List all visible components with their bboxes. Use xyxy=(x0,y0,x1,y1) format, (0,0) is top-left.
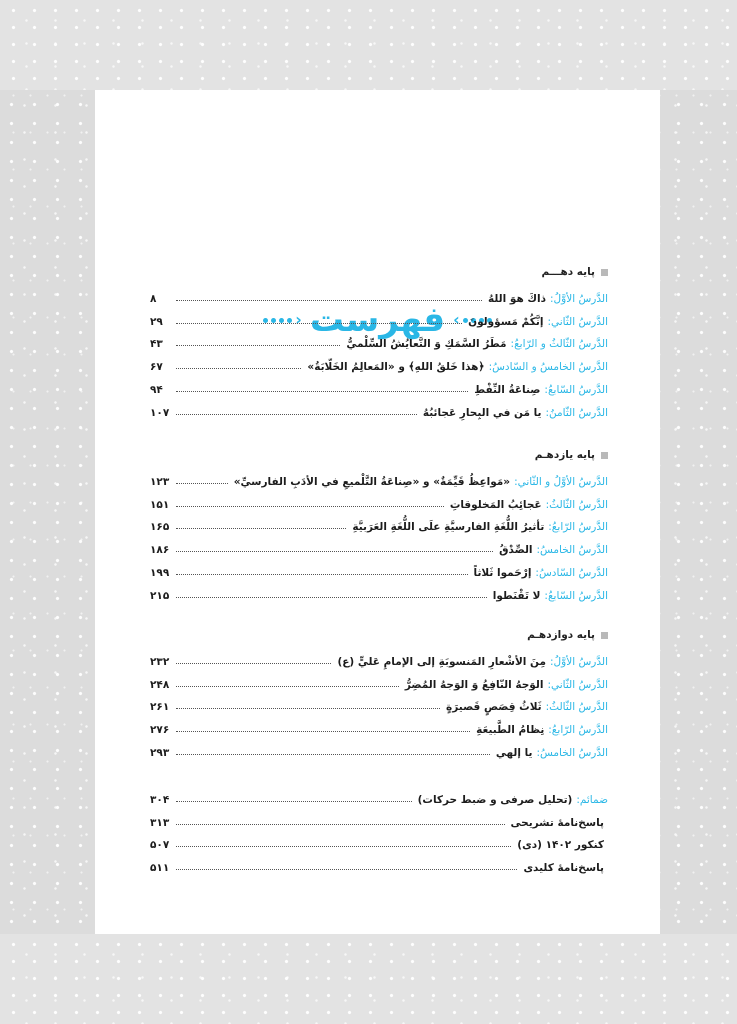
lesson-label: الدَّرسُ الرّابعُ: xyxy=(548,521,608,534)
lesson-label: الدَّرسُ الأوَّلُ و الثّاني: xyxy=(514,475,608,488)
lesson-topic: الصِّدْقُ xyxy=(499,544,533,557)
section-heading: پایه دهـــم xyxy=(150,262,608,282)
toc-entry[interactable] xyxy=(150,713,608,736)
dot-leader xyxy=(176,390,468,392)
page-title: فهرست xyxy=(309,300,446,340)
toc-entry[interactable] xyxy=(150,668,608,691)
dot-leader xyxy=(176,823,505,825)
dot-leader xyxy=(176,413,417,415)
toc-entry[interactable] xyxy=(150,533,608,556)
lesson-label: الدَّرسُ الأوَّلُ: xyxy=(550,292,608,305)
dot-leader xyxy=(176,344,340,346)
dot-leader xyxy=(176,868,517,870)
dot-leader xyxy=(176,367,301,369)
chevron-right-icon: › xyxy=(295,310,302,329)
page-number: ۶۷ xyxy=(150,361,163,374)
toc-entry[interactable] xyxy=(150,691,608,714)
lesson-label: الدَّرسُ الأوَّلُ: xyxy=(550,655,608,668)
section-grade-12 xyxy=(150,625,608,759)
section-grade-10 xyxy=(150,262,608,419)
lesson-topic: لا تَقْنَطوا xyxy=(492,589,541,602)
lesson-label: ضمائم: xyxy=(576,793,608,806)
page-number: ۱۰۷ xyxy=(150,406,170,419)
toc-entry[interactable] xyxy=(150,851,608,874)
page-number: ۳۱۳ xyxy=(150,816,170,829)
section-appendix xyxy=(150,783,608,874)
toc-entry[interactable] xyxy=(150,305,608,328)
toc-entry[interactable] xyxy=(150,328,608,351)
page-number: ۱۸۶ xyxy=(150,544,170,557)
lesson-label: الدَّرسُ الثّاني: xyxy=(547,678,608,691)
page-number: ۹۴ xyxy=(150,383,163,396)
dot-leader xyxy=(176,299,482,301)
lesson-label: الدَّرسُ الثّالثُ: xyxy=(545,498,608,511)
lesson-topic: إنَّكُمْ مَسؤولونَ xyxy=(468,315,544,328)
lesson-topic: ذاكَ هوَ اللهُ xyxy=(488,292,546,305)
lesson-topic: إرْحَموا ثَلاثاً xyxy=(473,566,532,579)
lesson-topic: مَطَرُ السَّمَكِ وَ التَّعايُشُ السِّلْميُّ xyxy=(346,338,507,351)
lesson-topic: الوَجهُ النّافِعُ وَ الوَجهُ المُضِرُّ xyxy=(404,678,544,691)
dot-leader xyxy=(176,322,462,324)
dot-leader xyxy=(176,753,490,755)
lesson-topic: (تحلیل صرفی و ضبط حرکات) xyxy=(417,793,573,806)
lesson-topic: پاسخ‌نامهٔ تشریحی xyxy=(510,816,604,829)
toc-entry[interactable] xyxy=(150,465,608,488)
lesson-topic: تأثيرُ اللُّغَةِ الفارسيَّةِ علَى اللُّغَةِ العَرَبيَّةِ xyxy=(352,521,545,534)
page-number: ۲۷۶ xyxy=(150,724,170,737)
page-number: ۵۰۷ xyxy=(150,839,170,852)
dot-leader xyxy=(176,527,346,529)
dot-leader xyxy=(176,482,228,484)
top-pattern-band xyxy=(0,0,737,90)
dot-leader xyxy=(176,550,493,552)
lesson-topic: مِنَ الأشْعارِ المَنسوبَةِ إلى الإمامِ عَليٍّ (ع) xyxy=(337,655,546,668)
dot-leader xyxy=(176,707,440,709)
dot-leader xyxy=(176,662,331,664)
page-paper xyxy=(95,90,660,934)
toc-entry[interactable] xyxy=(150,829,608,852)
toc-entry[interactable] xyxy=(150,396,608,419)
lesson-label: الدَّرسُ الخامسُ: xyxy=(536,544,608,557)
dot-leader xyxy=(176,685,399,687)
dot-leader xyxy=(176,800,412,802)
lesson-label: الدَّرسُ الرّابعُ: xyxy=(548,724,608,737)
toc-entry[interactable] xyxy=(150,783,608,806)
lesson-label: الدَّرسُ الثّامنُ: xyxy=(545,406,608,419)
section-heading: پایه یازدهـم xyxy=(150,445,608,465)
page-number: ۵۱۱ xyxy=(150,862,170,875)
bottom-pattern-band xyxy=(0,934,737,1024)
lesson-label: الدَّرسُ السّادسُ: xyxy=(535,566,608,579)
lesson-label: الدَّرسُ الخامسُ و السّادسُ: xyxy=(488,361,608,374)
lesson-label: الدَّرسُ الخامسُ: xyxy=(536,746,608,759)
lesson-topic: ﴿هذا خَلقُ اللهِ﴾ و «المَعالِمُ الخَلّابَةُ» xyxy=(307,361,485,374)
square-bullet-icon xyxy=(601,452,608,459)
page-number: ۲۹۳ xyxy=(150,746,170,759)
dot-leader xyxy=(176,573,468,575)
page-number: ۱۵۱ xyxy=(150,498,170,511)
page-number: ۱۹۹ xyxy=(150,566,170,579)
square-bullet-icon xyxy=(601,269,608,276)
page-number: ۲۶۱ xyxy=(150,701,170,714)
page-number: ۲۳۲ xyxy=(150,655,170,668)
lesson-topic: «مَواعِظُ قَيِّمَةٌ» و «صِناعَةُ التَّلْميعِ في الأدَبِ الفارسيِّ» xyxy=(233,475,511,488)
page-number: ۴۳ xyxy=(150,338,163,351)
toc-entry[interactable] xyxy=(150,488,608,511)
lesson-label: الدَّرسُ الثّالثُ: xyxy=(545,701,608,714)
dot-leader xyxy=(176,730,470,732)
lesson-topic: نِظامُ الطَّبيعَةِ xyxy=(476,724,545,737)
lesson-topic: يا إلهي xyxy=(495,746,533,759)
page-number: ۲۴۸ xyxy=(150,678,170,691)
lesson-label: الدَّرسُ السّابعُ: xyxy=(544,383,608,396)
section-grade-11 xyxy=(150,445,608,602)
lesson-topic: پاسخ‌نامهٔ کلیدی xyxy=(523,862,604,875)
lesson-topic: عَجائِبُ المَخلوقاتِ xyxy=(449,498,542,511)
toc-entry[interactable] xyxy=(150,511,608,534)
page-number: ۲۱۵ xyxy=(150,589,170,602)
toc-entry[interactable] xyxy=(150,579,608,602)
toc-entry[interactable] xyxy=(150,645,608,668)
dot-leader xyxy=(176,505,444,507)
toc-entry[interactable] xyxy=(150,736,608,759)
dot-leader xyxy=(176,596,487,598)
toc-entry[interactable] xyxy=(150,350,608,373)
lesson-label: الدَّرسُ الثّاني: xyxy=(547,315,608,328)
dot-leader xyxy=(176,845,511,847)
page-number: ۸ xyxy=(150,292,157,305)
toc-entry[interactable] xyxy=(150,806,608,829)
toc-entry[interactable] xyxy=(150,373,608,396)
lesson-topic: کنکور ۱۴۰۲ (دی) xyxy=(517,839,604,852)
page-number: ۱۲۳ xyxy=(150,475,170,488)
lesson-label: الدَّرسُ الثّالثُ و الرّابعُ: xyxy=(510,338,608,351)
section-heading: پایه دوازدهـم xyxy=(150,625,608,645)
toc-entry[interactable] xyxy=(150,556,608,579)
lesson-topic: يا مَن في البِحارِ عَجائبُهُ xyxy=(422,406,542,419)
lesson-topic: صِناعَةُ النِّفْطِ xyxy=(474,383,541,396)
square-bullet-icon xyxy=(601,632,608,639)
toc-entry[interactable] xyxy=(150,282,608,305)
lesson-topic: ثَلاثُ قِصَصٍ قَصيرَةٍ xyxy=(446,701,542,714)
chevron-left-icon: ‹ xyxy=(453,310,460,329)
page-number: ۱۶۵ xyxy=(150,521,170,534)
lesson-label: الدَّرسُ السّابعُ: xyxy=(544,589,608,602)
page-number: ۳۰۴ xyxy=(150,793,170,806)
page-number: ۲۹ xyxy=(150,315,163,328)
